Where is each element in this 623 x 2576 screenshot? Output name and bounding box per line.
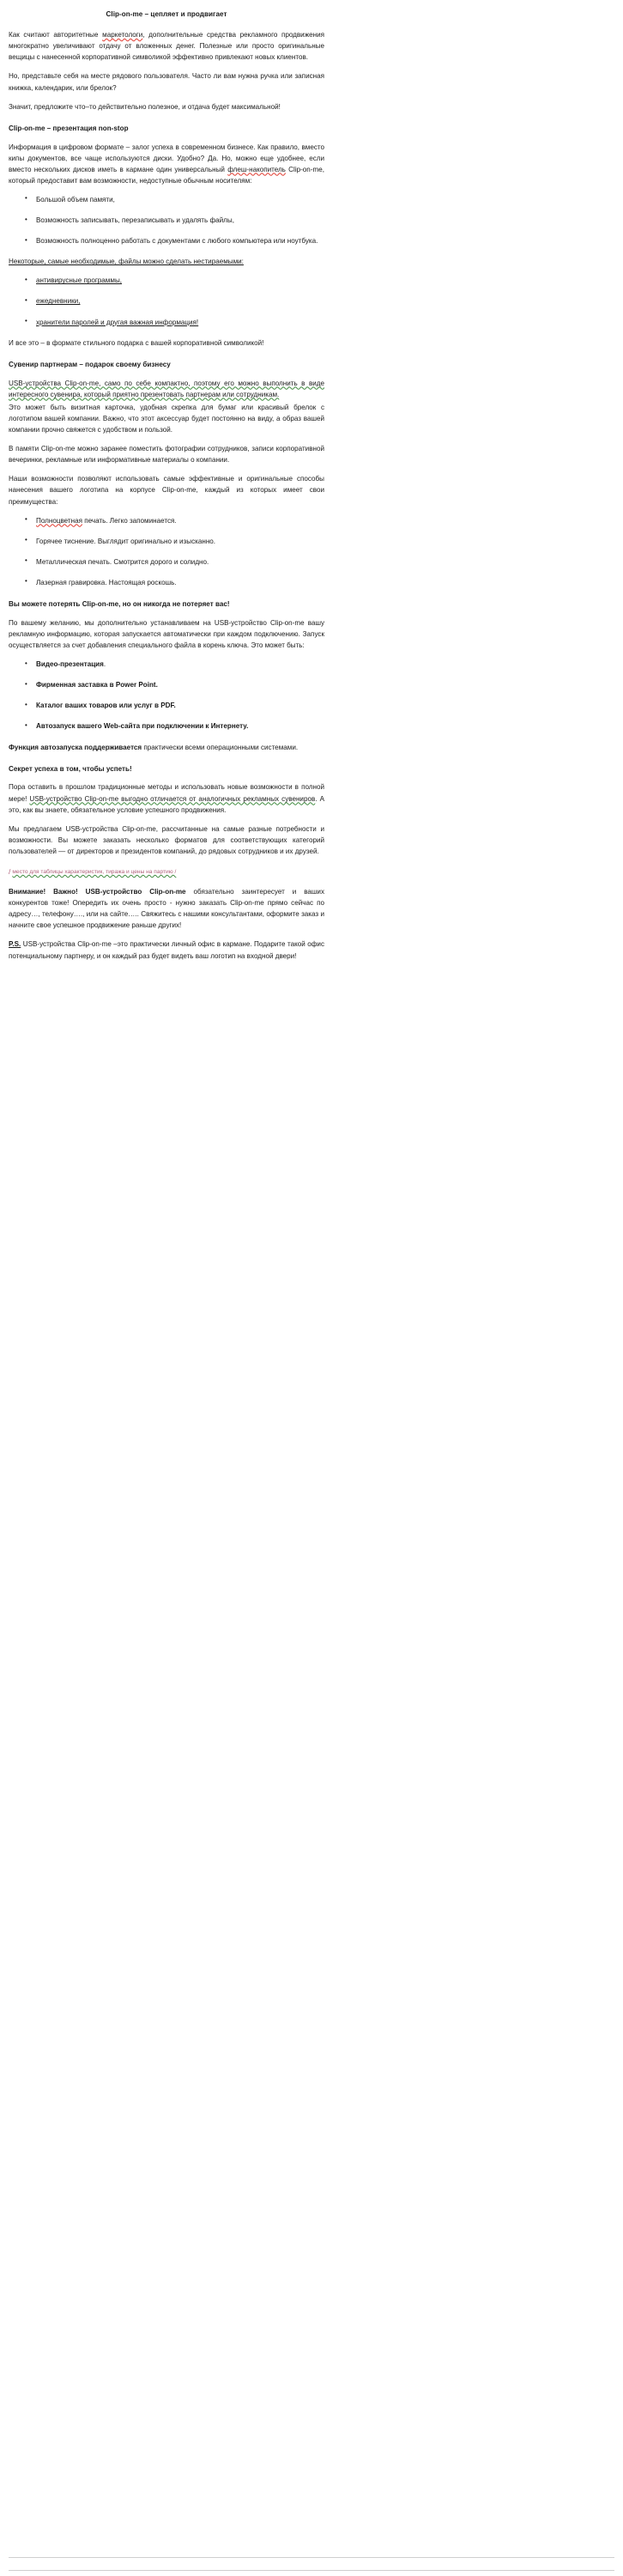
text-run: . xyxy=(103,660,106,669)
paragraph-intro-3 xyxy=(9,101,324,112)
note-slash-marker: / xyxy=(9,867,11,877)
footer-rules xyxy=(9,2557,614,2571)
text-run: Информация в цифровом формате – залог успеха в современном бизнесе. Как правило, вместо кипы документов, все чаще используются диски. Удобно? Да. Но, можно еще удобнее, если вместо нескольких дисков иметь в кармане один универсальный xyxy=(9,143,324,173)
paragraph-souvenir-3 xyxy=(9,443,324,465)
underlined-run: ежедневники, xyxy=(36,297,81,306)
heading-nonstop: Clip-on-me – презентация non-stop xyxy=(9,124,129,132)
list-item xyxy=(9,317,324,328)
text-run: Как считают авторитетные xyxy=(9,31,103,39)
document-body xyxy=(9,9,324,962)
underlined-run: Некоторые, самые необходимые, файлы можно сделать нестираемыми: xyxy=(9,258,244,266)
text-run: Большой объем памяти, xyxy=(36,195,115,204)
paragraph-neverlose-closing xyxy=(9,742,324,753)
paragraph-nonerasable-lead xyxy=(9,256,324,267)
grammarcheck-run: USB-устройство Clip-on-me выгодно отличается от аналогичных рекламных сувениров xyxy=(29,794,316,803)
spellcheck-run: флеш-накопитель xyxy=(227,165,286,173)
text-run: И все это – в формате стильного подарка с вашей корпоративной символикой! xyxy=(9,338,264,347)
bold-run: Видео-презентация xyxy=(36,660,104,669)
horizontal-rule-1 xyxy=(9,2557,614,2558)
text-run: Мы предлагаем USB-устройства Clip-on-me, рассчитанные на самые разные потребности и возможности. Вы можете заказать несколько форматов для соответствующих категорий пользователей — от директоров и президентов компаний, до рядовых сотрудников и их друзей. xyxy=(9,824,324,855)
heading-neverlose: Вы можете потерять Clip-on-me, но он никогда не потеряет вас! xyxy=(9,600,230,609)
paragraph-ps xyxy=(9,939,324,961)
text-run: Возможность записывать, перезаписывать и удалять файлы, xyxy=(36,216,234,225)
list-item xyxy=(9,536,324,547)
text-run: Возможность полноценно работать с документами с любого компьютера или ноутбука. xyxy=(36,237,318,246)
paragraph-secret-2 xyxy=(9,823,324,857)
text-run: Это может быть визитная карточка, удобная скрепка для бумаг или красивый брелок с логотипом вашей компании. Важно, что этот аксессуар будет постоянно на виду, а образ вашей компании прочно свяжется с удобством и пользой. xyxy=(9,403,324,434)
note-text: место для таблицы характеристик, тиража и цены на партию / xyxy=(12,869,177,876)
list-item xyxy=(9,577,324,588)
paragraph-nonerasable-tail xyxy=(9,337,324,349)
text-run: практически всеми операционными системами. xyxy=(142,743,299,751)
text-run: USB-устройства Clip-on-me –это практически личный офис в кармане. Подарите такой офис потенциальному партнеру, и он каждый раз будет видеть ваш логотип на входной двери! xyxy=(9,940,324,960)
list-item xyxy=(9,295,324,307)
list-item xyxy=(9,194,324,205)
list-item xyxy=(9,720,324,732)
list-item xyxy=(9,679,324,690)
text-run: печать. Легко запоминается. xyxy=(82,516,177,525)
text-run: Наши возможности позволяют использовать самые эффективные и оригинальные способы нанесения вашего логотипа на корпусе Clip-on-me, каждый из которых имеет свои преимущества: xyxy=(9,475,324,506)
text-run: Но, представьте себя на месте рядового пользователя. Часто ли вам нужна ручка или записная книжка, календарик, или брелок? xyxy=(9,72,324,92)
heading-souvenir: Сувенир партнерам – подарок своему бизнесу xyxy=(9,360,171,368)
bold-run: Каталог ваших товаров или услуг в PDF. xyxy=(36,702,176,710)
text-run: обязательно заинтересует и ваших конкурентов тоже! Опередить их очень просто - нужно заказать Clip-on-me прямо сейчас по адресу…, телефону…., или на сайте….. Свяжитесь с нашими консультантами, оформите заказ и начните свое успешное продвижение раньше других! xyxy=(9,887,324,930)
bullet-list-features xyxy=(9,194,324,246)
list-item xyxy=(9,556,324,568)
text-run: В памяти Clip-on-me можно заранее поместить фотографии сотрудников, записи корпоративной вечеринки, рекламные или информативные материалы о компании. xyxy=(9,445,324,465)
text-run: , дополнительные средства рекламного продвижения многократно увеличивают отдачу от вложенных денег. Полезные или просто оригинальные вещицы с нанесенной корпоративной символикой эффективно привлекают новых клиентов. xyxy=(9,31,324,62)
paragraph-souvenir-1 xyxy=(9,378,324,400)
text-run: По вашему желанию, мы дополнительно устанавливаем на USB-устройство Clip-on-me вашу рекламную информацию, которая запускается автоматически при каждом подключению. Запуск осуществляется за счет добавления специального файла в корень ключа. Это может быть: xyxy=(9,618,324,650)
spellcheck-run: Полноцветная xyxy=(36,516,82,525)
list-item xyxy=(9,659,324,670)
text-run: Металлическая печать. Смотрится дорого и солидно. xyxy=(36,557,209,566)
paragraph-secret-1 xyxy=(9,781,324,815)
text-run: Горячее тиснение. Выглядит оригинально и изысканно. xyxy=(36,537,216,545)
paragraph-souvenir-2 xyxy=(9,402,324,435)
bullet-list-printing xyxy=(9,515,324,588)
bold-run: Автозапуск вашего Web-сайта при подключении к Интернету. xyxy=(36,722,249,731)
text-run: Лазерная гравировка. Настоящая роскошь. xyxy=(36,578,177,586)
paragraph-nonstop-1 xyxy=(9,142,324,186)
text-run: Значит, предложите что–то действительно полезное, и отдача будет максимальной! xyxy=(9,102,281,111)
document-title: Clip-on-me – цепляет и продвигает xyxy=(106,10,227,18)
underlined-run: хранители паролей и другая важная информация! xyxy=(36,318,199,326)
bold-run: Внимание! Важно! USB-устройство Clip-on-me xyxy=(9,887,186,896)
list-item xyxy=(9,215,324,226)
editorial-note xyxy=(9,866,324,878)
paragraph-souvenir-4 xyxy=(9,473,324,507)
paragraph-intro-1 xyxy=(9,29,324,63)
text-run: . А это, как вы знаете, обязательное условие успешного продвижения. xyxy=(9,794,324,814)
horizontal-rule-2 xyxy=(9,2570,614,2571)
grammarcheck-run: USB-устройства Clip-on-me, само по себе компактно, поэтому его можно выполнить в виде интересного сувенира, который приятно презентовать партнерам или сотрудникам. xyxy=(9,379,324,398)
list-item xyxy=(9,235,324,246)
list-item xyxy=(9,275,324,286)
paragraph-neverlose-1 xyxy=(9,617,324,651)
text-run: Clip-on-me, который предоставит вам возможности, недоступные обычным носителям: xyxy=(9,165,325,185)
paragraph-intro-2 xyxy=(9,70,324,93)
text-run: Пора оставить в прошлом традиционные методы и использовать новые возможности в полной мере! xyxy=(9,783,324,803)
underlined-run: антивирусные программы, xyxy=(36,276,123,285)
bold-run: Функция автозапуска поддерживается xyxy=(9,743,142,751)
bold-run: Фирменная заставка в Power Point. xyxy=(36,681,158,690)
bold-underlined-run: P.S. xyxy=(9,940,21,949)
bullet-list-nonerasable xyxy=(9,275,324,327)
list-item xyxy=(9,515,324,526)
paragraph-attention xyxy=(9,886,324,931)
list-item xyxy=(9,700,324,711)
spellcheck-run: маркетологи xyxy=(102,31,143,39)
bullet-list-autostart xyxy=(9,659,324,732)
heading-secret: Секрет успеха в том, чтобы успеть! xyxy=(9,764,132,773)
